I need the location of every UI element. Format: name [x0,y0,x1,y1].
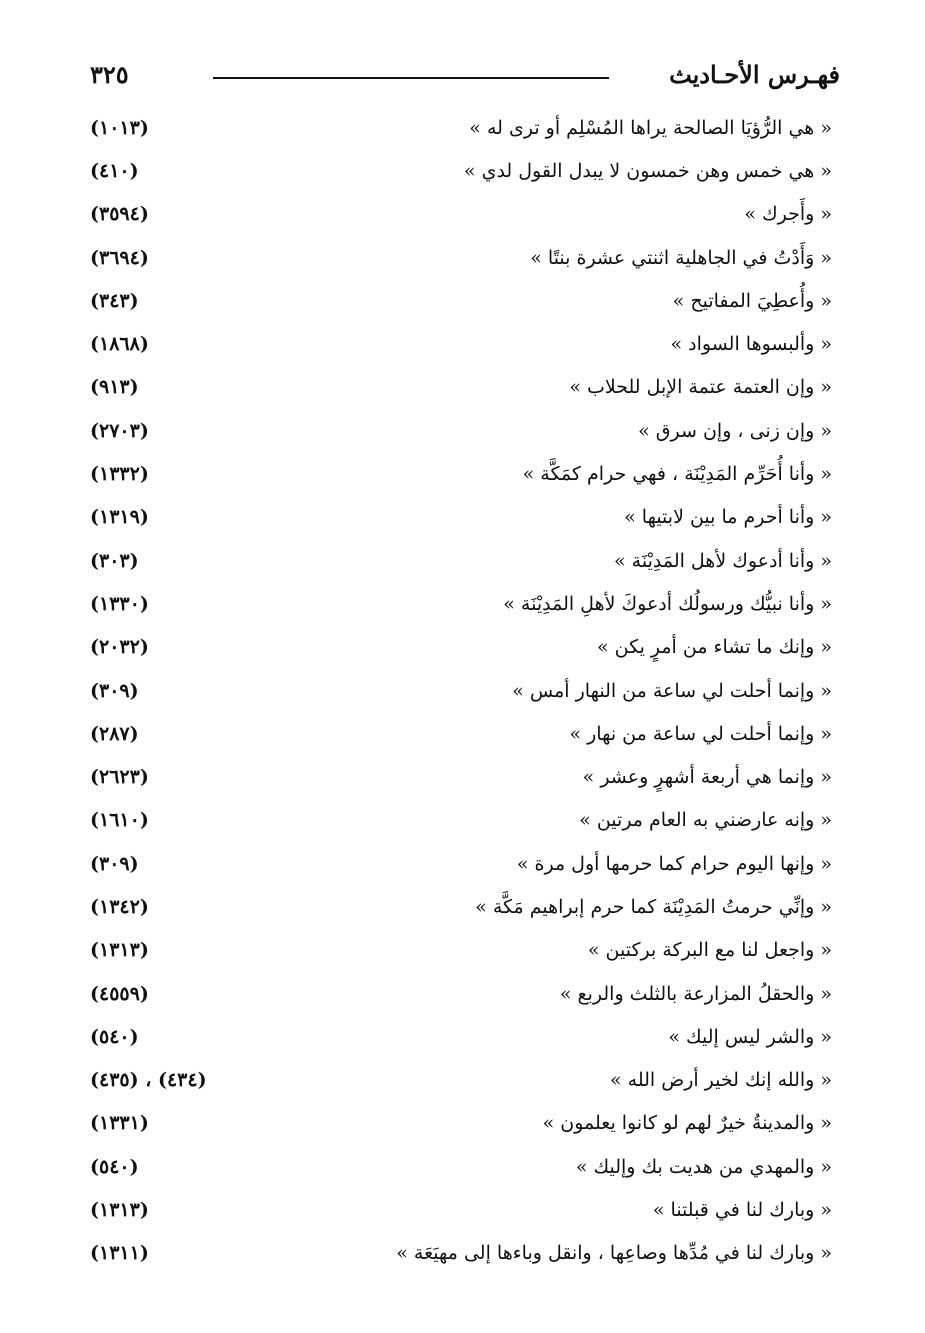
entry-reference: (٩١٣) [90,376,139,399]
entry-text: « وأُعطِيَ المفاتيح » [672,289,832,312]
entry-reference: (١٣٣٠) [90,592,149,615]
entry-text: « والمدينةُ خيرٌ لهم لو كانوا يعلمون » [542,1112,832,1135]
entry-reference: (٣٠٩) [90,852,139,875]
index-entry [90,1059,832,1102]
index-entry [90,972,832,1015]
index-entry [90,626,832,669]
entry-reference: (١٣١٣) [90,1199,149,1222]
entry-text: « وأنا أحرم ما بين لابتيها » [624,506,832,529]
index-entry [90,799,832,842]
header-title: فهـرس الأحـاديث [669,59,840,89]
index-entry [90,1145,832,1188]
entry-text: « وبارك لنا في مُدِّها وصاعِها ، وانقل وباءها إلى مهيَعَة » [396,1242,832,1265]
entry-reference: (١٣٤٢) [90,895,149,918]
header-rule [213,77,609,79]
entry-text: « وألبسوها السواد » [670,333,832,356]
entry-reference: (٢٧٠٣) [90,419,149,442]
index-entry [90,496,832,539]
page-header [90,54,840,94]
entry-text: « وإنها اليوم حرام كما حرمها أول مرة » [516,852,832,875]
entry-text: « وإنه عارضني به العام مرتين » [579,809,832,832]
entry-reference: (٢٨٧) [90,722,139,745]
entry-text: « وأنا أُحَرِّم المَدِيْنَة ، فهي حرام كمَكَّة » [522,463,832,486]
hadith-index-list [90,106,832,1275]
entry-reference: (١٣١١) [90,1242,149,1265]
entry-text: « هي الرُّؤيَا الصالحة يراها المُسْلِم أو ترى له » [469,116,832,139]
entry-text: « وأنا نبيُّك ورسولُك أدعوكَ لأهلِ المَدِيْنَة » [503,592,832,615]
entry-text: « هي خمس وهن خمسون لا يبدل القول لدي » [463,159,832,182]
entry-reference: (١٣١٣) [90,939,149,962]
entry-text: « والشر ليس إليك » [668,1025,832,1048]
entry-text: « وإنِّي حرمتُ المَدِيْنَة كما حرم إبراهيم مَكَّة » [475,895,832,918]
entry-text: « وبارك لنا في قبلتنا » [652,1199,832,1222]
entry-text: « والله إنك لخير أرض الله » [609,1069,832,1092]
entry-text: « وإن زنى ، وإن سرق » [638,419,832,442]
entry-reference: (٢٠٣٢) [90,636,149,659]
entry-reference: (٤٥٥٩) [90,982,149,1005]
index-entry [90,1015,832,1058]
entry-text: « وأنا أدعوك لأهل المَدِيْنَة » [613,549,832,572]
index-entry [90,1188,832,1231]
entry-reference: (١٣١٩) [90,506,149,529]
index-entry [90,539,832,582]
entry-reference: (١٠١٣) [90,116,149,139]
index-entry [90,842,832,885]
entry-reference: (٥٤٠) [90,1025,139,1048]
index-entry [90,149,832,192]
page-number: ٣٢٥ [90,59,129,89]
index-entry [90,1232,832,1275]
index-entry [90,452,832,495]
entry-text: « والحقلُ المزارعة بالثلث والربع » [559,982,832,1005]
index-entry [90,106,832,149]
entry-reference: (٣٤٣) [90,289,139,312]
entry-text: « والمهدي من هديت بك وإليك » [575,1155,832,1178]
entry-text: « وأَجرك » [744,203,832,226]
entry-reference: (١٨٦٨) [90,333,149,356]
entry-text: « وإن العتمة عتمة الإبل للحلاب » [569,376,832,399]
entry-reference: (٣٥٩٤) [90,203,149,226]
index-entry [90,712,832,755]
entry-text: « وإنما أحلت لي ساعة من نهار » [569,722,832,745]
entry-text: « واجعل لنا مع البركة بركتين » [587,939,832,962]
entry-text: « وَأَدْتُ في الجاهلية اثنتي عشرة بنتًا » [530,246,832,269]
index-entry [90,885,832,928]
entry-reference: (٣٠٣) [90,549,139,572]
index-entry [90,322,832,365]
entry-reference: (١٣٣١) [90,1112,149,1135]
entry-reference: (٤١٠) [90,159,139,182]
index-entry [90,366,832,409]
index-entry [90,755,832,798]
entry-text: « وإنك ما تشاء من أمرٍ يكن » [596,636,832,659]
index-entry [90,279,832,322]
index-entry [90,236,832,279]
entry-reference: (٣٦٩٤) [90,246,149,269]
index-entry [90,193,832,236]
index-entry [90,409,832,452]
entry-reference: (١٦١٠) [90,809,149,832]
index-entry [90,1102,832,1145]
entry-text: « وإنما أحلت لي ساعة من النهار أمس » [512,679,832,702]
entry-reference: (٢٦٢٣) [90,766,149,789]
entry-text: « وإنما هي أربعة أشهرٍ وعشر » [582,766,832,789]
index-entry [90,929,832,972]
entry-reference: (٥٤٠) [90,1155,139,1178]
entry-reference: (٤٣٤) ، (٤٣٥) [90,1069,207,1092]
entry-reference: (٣٠٩) [90,679,139,702]
index-entry [90,669,832,712]
entry-reference: (١٣٣٢) [90,463,149,486]
index-entry [90,582,832,625]
